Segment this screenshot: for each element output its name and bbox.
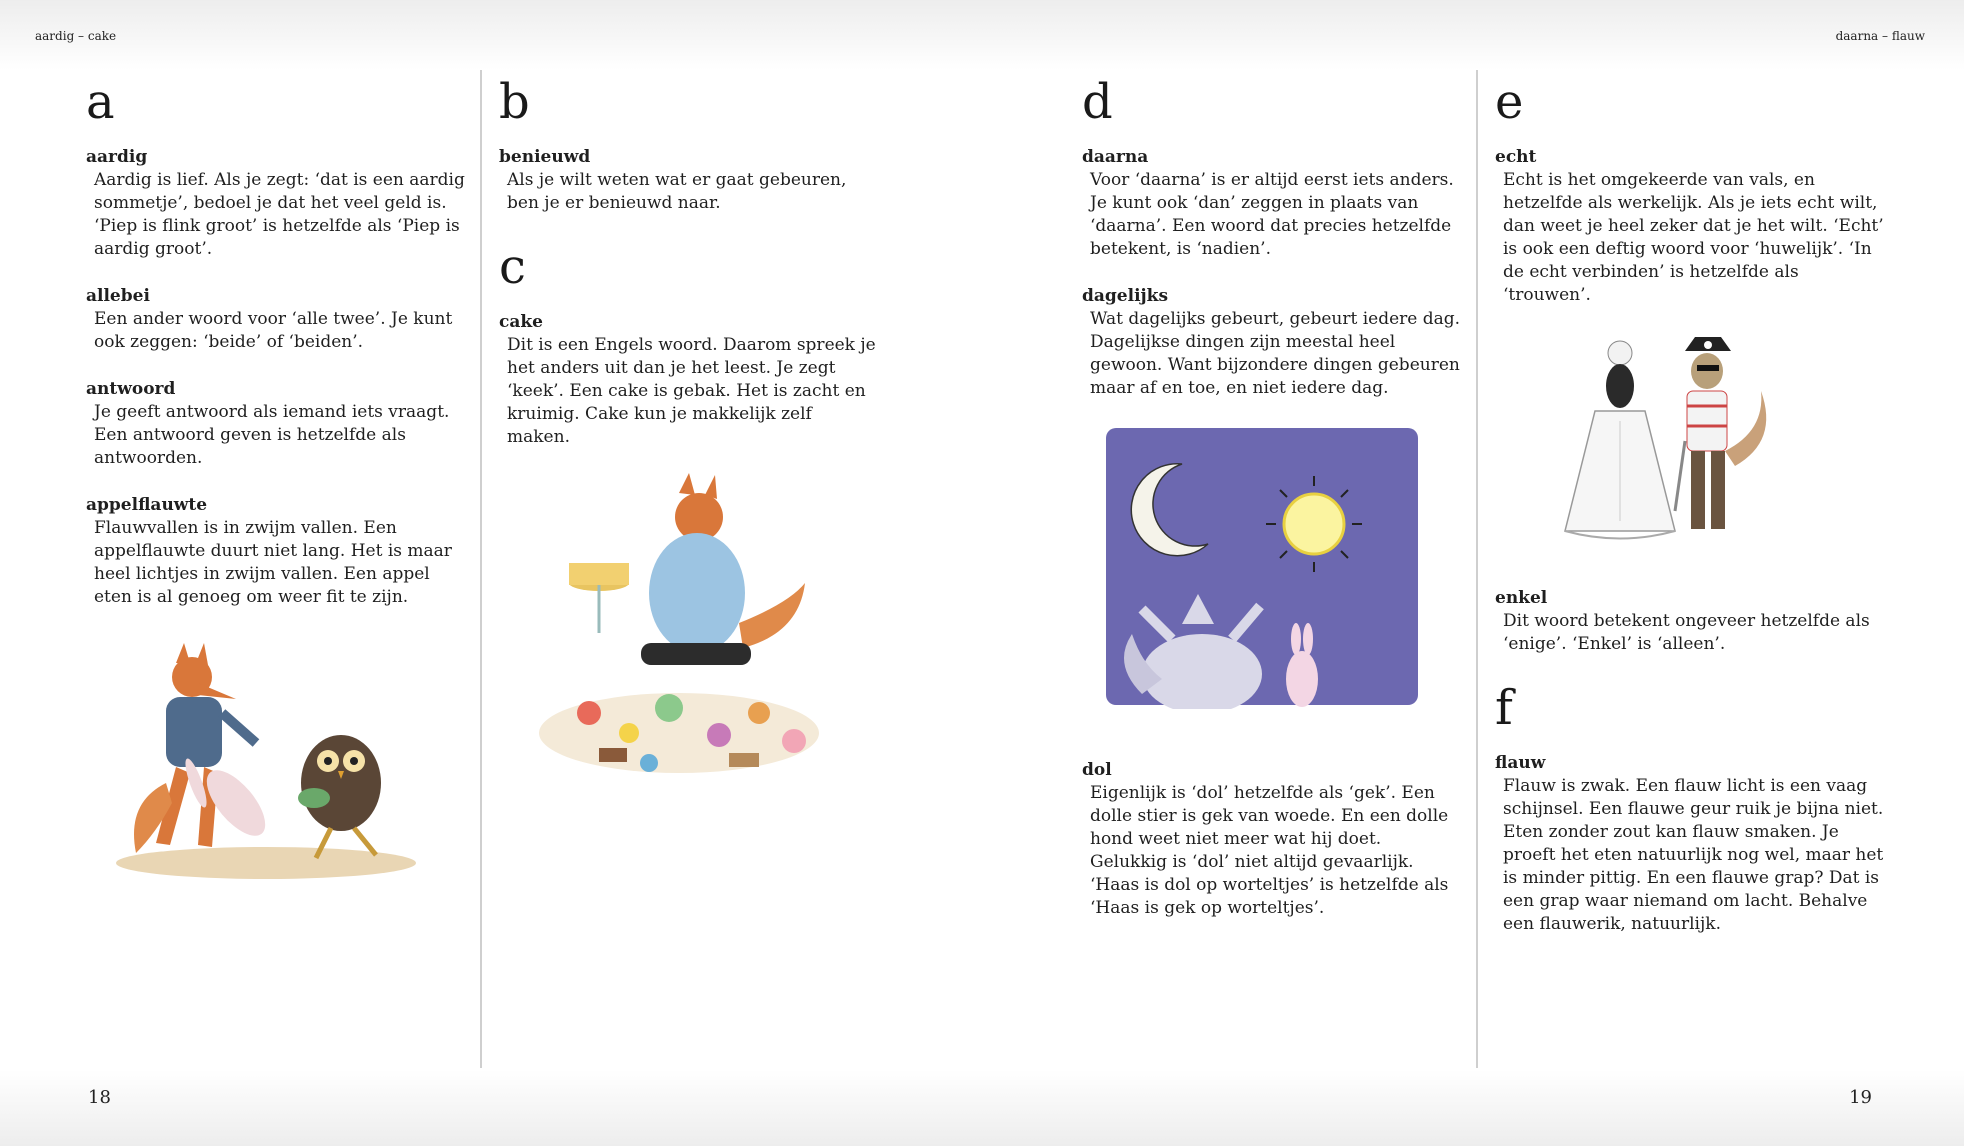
definition: Flauw is zwak. Een flauw licht is een vaag schijnsel. Een flauwe geur ruik je bijna niet. Eten zonder zout kan flauw smaken. Je proeft het eten natuurlijk nog wel, maar het is minder pittig. En een flauwe grap? Dat is een grap waar niemand om lacht. Behalve een flauwerik, natuurlijk.	[1503, 776, 1884, 934]
sweets-pile	[539, 693, 819, 773]
owl-figure	[298, 735, 381, 858]
rabbit-figure	[181, 757, 275, 846]
headword: dol	[1082, 760, 1112, 780]
headword: flauw	[1495, 753, 1546, 773]
column-d	[1082, 74, 1462, 944]
pirate-figure	[1675, 337, 1766, 529]
headword: enkel	[1495, 588, 1548, 608]
entry-benieuwd	[499, 146, 879, 215]
column-e-f	[1495, 74, 1885, 960]
entry-appelflauwte	[86, 494, 466, 609]
column-divider-left	[480, 70, 482, 1068]
column-a	[86, 74, 466, 905]
section-letter-e: e	[1495, 74, 1524, 130]
entry-dol	[1082, 759, 1462, 920]
definition: Aardig is lief. Als je zegt: ‘dat is een aardig sommetje’, bedoel je dat het veel geld is. ‘Piep is flink groot’ is hetzelfde als ‘Piep is aardig groot’.	[94, 170, 465, 259]
page-number-right: 19	[1849, 1087, 1872, 1108]
entry-echt	[1495, 146, 1885, 307]
running-head-right: daarna – flauw	[1835, 29, 1925, 43]
definition: Voor ‘daarna’ is er altijd eerst iets anders. Je kunt ook ‘dan’ zeggen in plaats van ‘daarna’. Een woord dat precies hetzelfde betekent, is ‘nadien’.	[1090, 170, 1454, 259]
definition: Wat dagelijks gebeurt, gebeurt iedere dag. Dagelijkse dingen zijn meestal heel gewoon. Want bijzondere dingen gebeuren maar af en toe, en niet iedere dag.	[1090, 309, 1461, 398]
section-letter-d: d	[1082, 74, 1113, 130]
definition: Flauwvallen is in zwijm vallen. Een appelflauwte duurt niet lang. Het is maar heel lichtjes in zwijm vallen. Een appel eten is al genoeg om weer fit te zijn.	[94, 518, 452, 607]
section-letter-b: b	[499, 74, 530, 130]
running-head-left: aardig – cake	[35, 29, 117, 43]
headword: allebei	[86, 286, 150, 306]
entry-daarna	[1082, 146, 1462, 261]
headword: cake	[499, 312, 543, 332]
bride-figure	[1565, 341, 1675, 539]
definition: Dit is een Engels woord. Daarom spreek je het anders uit dan je het leest. Je zegt ‘keek’. Een cake is gebak. Het is zacht en kruimig. Cake kun je makkelijk zelf maken.	[507, 335, 876, 447]
fox-cake-illustration	[529, 473, 829, 783]
definition: Dit woord betekent ongeveer hetzelfde als ‘enige’. ‘Enkel’ is ‘alleen’.	[1503, 611, 1870, 654]
definition: Als je wilt weten wat er gaat gebeuren, ben je er benieuwd naar.	[507, 170, 847, 213]
headword: appelflauwte	[86, 495, 208, 515]
section-letter-a: a	[86, 74, 115, 130]
entry-cake	[499, 311, 879, 449]
entry-dagelijks	[1082, 285, 1462, 400]
headword: echt	[1495, 147, 1537, 167]
fox-eating-figure	[641, 473, 805, 665]
entry-antwoord	[86, 378, 466, 470]
headword: antwoord	[86, 379, 176, 399]
entry-aardig	[86, 146, 466, 261]
definition: Eigenlijk is ‘dol’ hetzelfde als ‘gek’. Een dolle stier is gek van woede. En een dolle hond weet niet meer wat hij doet. Gelukkig is ‘dol’ niet altijd gevaarlijk. ‘Haas is dol op worteltjes’ is hetzelfde als ‘Haas is gek op worteltjes’.	[1090, 783, 1449, 918]
definition: Echt is het omgekeerde van vals, en hetzelfde als werkelijk. Als je iets echt wilt, dan weet je heel zeker dat je het wilt. ‘Echt’ is ook een deftig woord voor ‘huwelijk’. ‘In de echt verbinden’ is hetzelfde als ‘trouwen’.	[1503, 170, 1884, 305]
section-letter-c: c	[499, 239, 526, 295]
definition: Je geeft antwoord als iemand iets vraagt. Een antwoord geven is hetzelfde als antwoorden.	[94, 402, 450, 468]
entry-allebei	[86, 285, 466, 354]
headword: aardig	[86, 147, 148, 167]
fox-owl-illustration	[86, 633, 426, 883]
page-number-left: 18	[88, 1087, 111, 1108]
headword: dagelijks	[1082, 286, 1169, 306]
column-b-c	[499, 74, 879, 805]
wedding-illustration	[1535, 331, 1795, 561]
entry-enkel	[1495, 587, 1885, 656]
entry-flauw	[1495, 752, 1885, 936]
headword: daarna	[1082, 147, 1149, 167]
column-divider-right	[1476, 70, 1478, 1068]
definition: Een ander woord voor ‘alle twee’. Je kunt ook zeggen: ‘beide’ of ‘beiden’.	[94, 309, 453, 352]
section-letter-f: f	[1495, 680, 1513, 736]
night-sky-illustration	[1102, 424, 1422, 709]
sun-shape	[1284, 494, 1344, 554]
cake-stand	[569, 563, 629, 633]
headword: benieuwd	[499, 147, 591, 167]
